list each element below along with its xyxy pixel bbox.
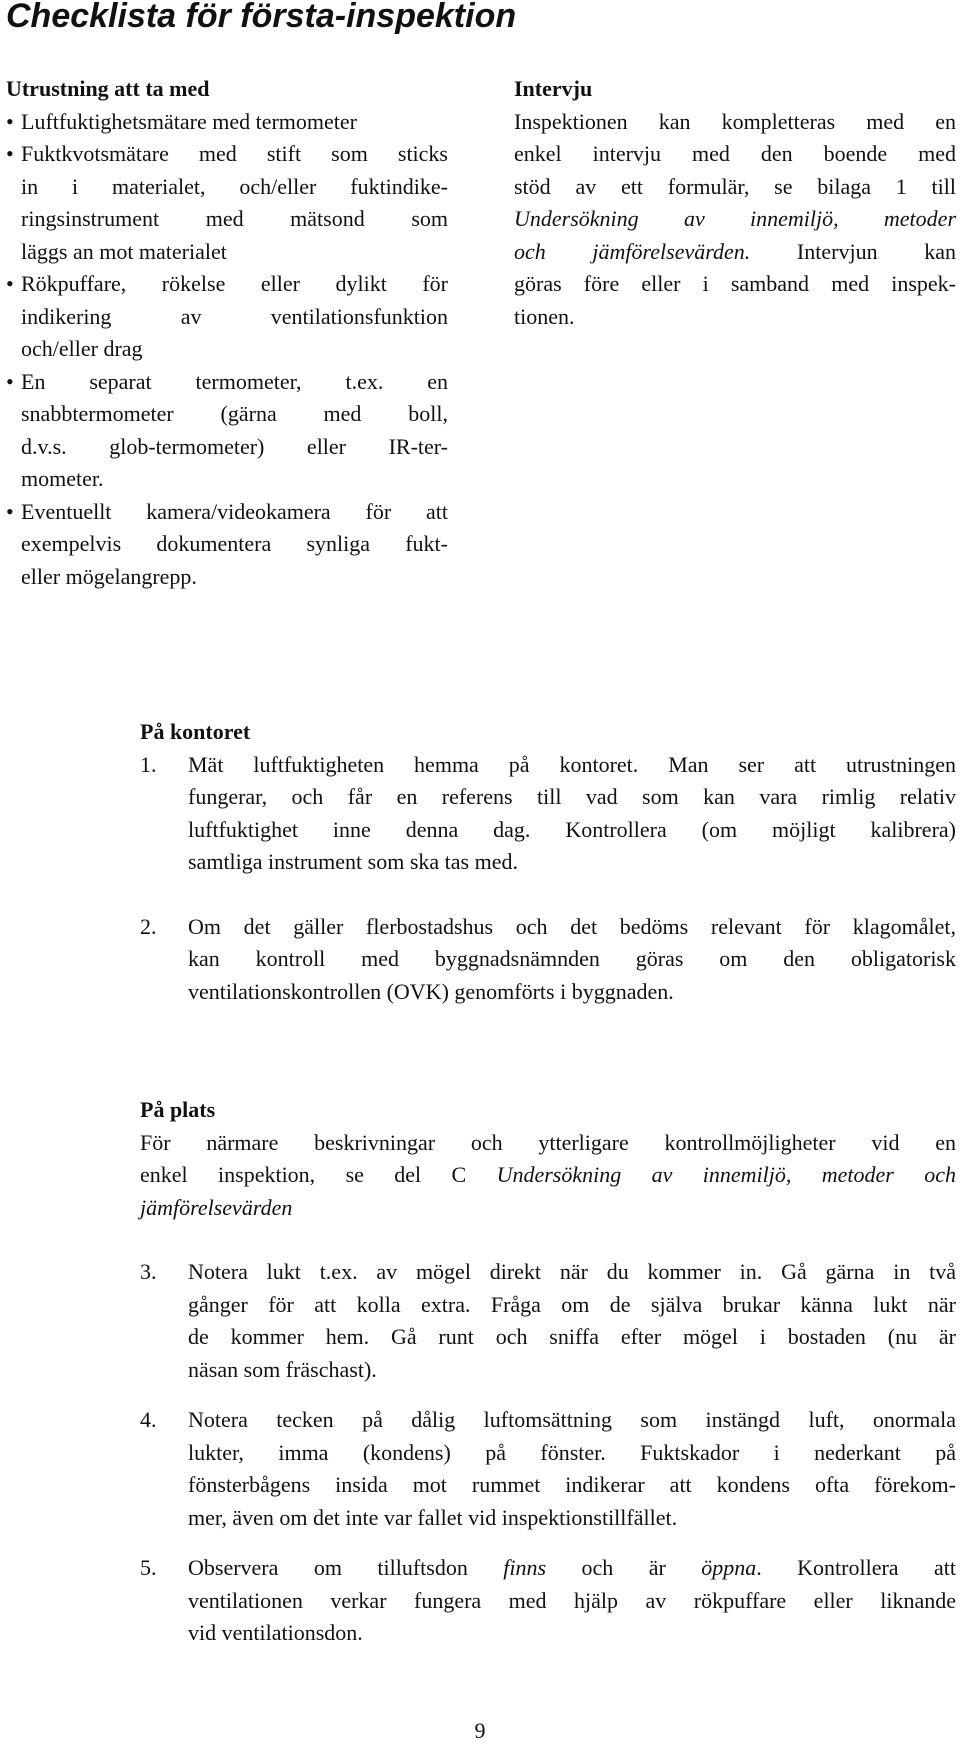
interview-reference-title: Undersökning av innemiljö, metoder <box>514 206 956 231</box>
item-number: 2. <box>140 913 157 939</box>
numbered-item <box>140 911 956 1009</box>
on-site-heading: På plats <box>140 1097 216 1122</box>
item-line: gånger för att kolla extra. Fråga om de själva brukar känna lukt när <box>188 1291 956 1317</box>
item-line: Notera lukt t.ex. av mögel direkt när du kommer in. Gå gärna in två <box>188 1259 956 1284</box>
numbered-item <box>140 1256 956 1386</box>
item-number: 5. <box>140 1555 157 1580</box>
item-line: lukter, imma (kondens) på fönster. Fuktskador i nederkant på <box>188 1439 956 1465</box>
item-line: Om det gäller flerbostadshus och det bedöms relevant för klagomålet, <box>188 913 956 939</box>
equipment-item-line: exempelvis dokumentera synliga fukt- <box>21 531 448 556</box>
item-line: Mät luftfuktigheten hemma på kontoret. Man ser att utrustningen <box>188 751 956 777</box>
equipment-item-line: in i materialet, och/eller fuktindike- <box>21 173 448 199</box>
interview-section <box>514 73 956 333</box>
item-line: fönsterbågens insida mot rummet indikerar att kondens ofta förekom- <box>188 1472 956 1497</box>
interview-heading: Intervju <box>514 76 593 101</box>
interview-text-line: göras före eller i samband med inspek- <box>514 271 956 296</box>
numbered-item <box>140 1404 956 1534</box>
interview-text-line: Inspektionen kan kompletteras med en <box>514 108 956 134</box>
item-line: fungerar, och får en referens till vad som kan vara rimlig relativ <box>188 784 956 809</box>
bullet-icon: • <box>6 141 14 166</box>
office-section <box>140 716 956 1008</box>
equipment-item <box>6 106 448 139</box>
item-line: de kommer hem. Gå runt och sniffa efter mögel i bostaden (nu är <box>188 1324 956 1349</box>
office-list <box>140 749 956 1009</box>
equipment-item-line: d.v.s. glob-termometer) eller IR-ter- <box>21 433 448 459</box>
equipment-item-line: • Eventuellt kamera/videokamera för att <box>6 496 448 529</box>
interview-reference-title: och jämförelsevärden. <box>514 238 751 264</box>
equipment-list <box>6 106 448 594</box>
bullet-icon: • <box>6 498 14 524</box>
on-site-section <box>140 1094 956 1650</box>
interview-text-line: stöd av ett formulär, se bilaga 1 till <box>514 173 956 199</box>
on-site-intro-line: enkel inspektion, se del C Undersökning av innemiljö, metoder och <box>140 1162 956 1187</box>
item-number: 4. <box>140 1407 157 1432</box>
equipment-item-line: mometer. <box>21 466 104 491</box>
bullet-icon: • <box>6 271 14 296</box>
equipment-item <box>6 138 448 268</box>
office-heading: På kontoret <box>140 719 251 744</box>
equipment-heading: Utrustning att ta med <box>6 76 210 101</box>
interview-text-line: tionen. <box>514 303 575 329</box>
item-line: kan kontroll med byggnadsnämnden göras om den obligatorisk <box>188 946 956 971</box>
page-number: 9 <box>474 1718 486 1743</box>
equipment-item-line: • Rökpuffare, rökelse eller dylikt för <box>6 268 448 301</box>
item-line: vid ventilationsdon. <box>188 1620 363 1645</box>
item-line: luftfuktighet inne denna dag. Kontrollera (om möjligt kalibrera) <box>188 816 956 842</box>
equipment-item-line: snabbtermometer (gärna med boll, <box>21 401 448 426</box>
interview-text-line <box>514 203 956 236</box>
numbered-item <box>140 749 956 879</box>
on-site-intro-line: För närmare beskrivningar och ytterligare kontrollmöjligheter vid en <box>140 1129 956 1155</box>
item-line: ventilationen verkar fungera med hjälp av rökpuffare eller liknande <box>188 1587 956 1613</box>
equipment-item-line: • Luftfuktighetsmätare med termometer <box>6 106 448 139</box>
item-line: näsan som fräschast). <box>188 1356 377 1382</box>
equipment-item-line: eller mögelangrepp. <box>21 563 197 589</box>
reference-title: Undersökning av innemiljö, metoder och <box>496 1162 956 1187</box>
equipment-item <box>6 496 448 594</box>
bullet-icon: • <box>6 368 14 394</box>
item-line: mer, även om det inte var fallet vid inspektionstillfället. <box>188 1504 678 1530</box>
equipment-item-line: ringsinstrument med mätsond som <box>21 206 448 231</box>
on-site-list <box>140 1256 956 1534</box>
bullet-icon: • <box>6 108 14 134</box>
equipment-item-line: indikering av ventilationsfunktion <box>21 303 448 329</box>
equipment-item-line: läggs an mot materialet <box>21 238 227 264</box>
item-line: Observera om tilluftsdon finns och är öppna. Kontrollera att <box>188 1555 956 1580</box>
equipment-item <box>6 366 448 496</box>
equipment-item-line: • En separat termometer, t.ex. en <box>6 366 448 399</box>
numbered-item <box>140 1552 956 1650</box>
item-line: Notera tecken på dålig luftomsättning som instängd luft, onormala <box>188 1407 956 1432</box>
item-number: 3. <box>140 1259 157 1284</box>
on-site-intro-line <box>140 1192 956 1225</box>
equipment-item-line: och/eller drag <box>21 336 143 361</box>
interview-text-line: enkel intervju med den boende med <box>514 141 956 166</box>
item-line: samtliga instrument som ska tas med. <box>188 849 518 874</box>
equipment-section <box>6 73 448 593</box>
item-line: ventilationskontrollen (OVK) genomförts i byggnaden. <box>188 978 674 1004</box>
interview-text-line: och jämförelsevärden. Intervjun kan <box>514 238 956 264</box>
reference-title: jämförelsevärden <box>140 1194 293 1220</box>
page-title: Checklista för första-inspektion <box>6 0 517 35</box>
equipment-item <box>6 268 448 366</box>
item-number: 1. <box>140 751 157 777</box>
equipment-item-line: • Fuktkvotsmätare med stift som sticks <box>6 138 448 171</box>
